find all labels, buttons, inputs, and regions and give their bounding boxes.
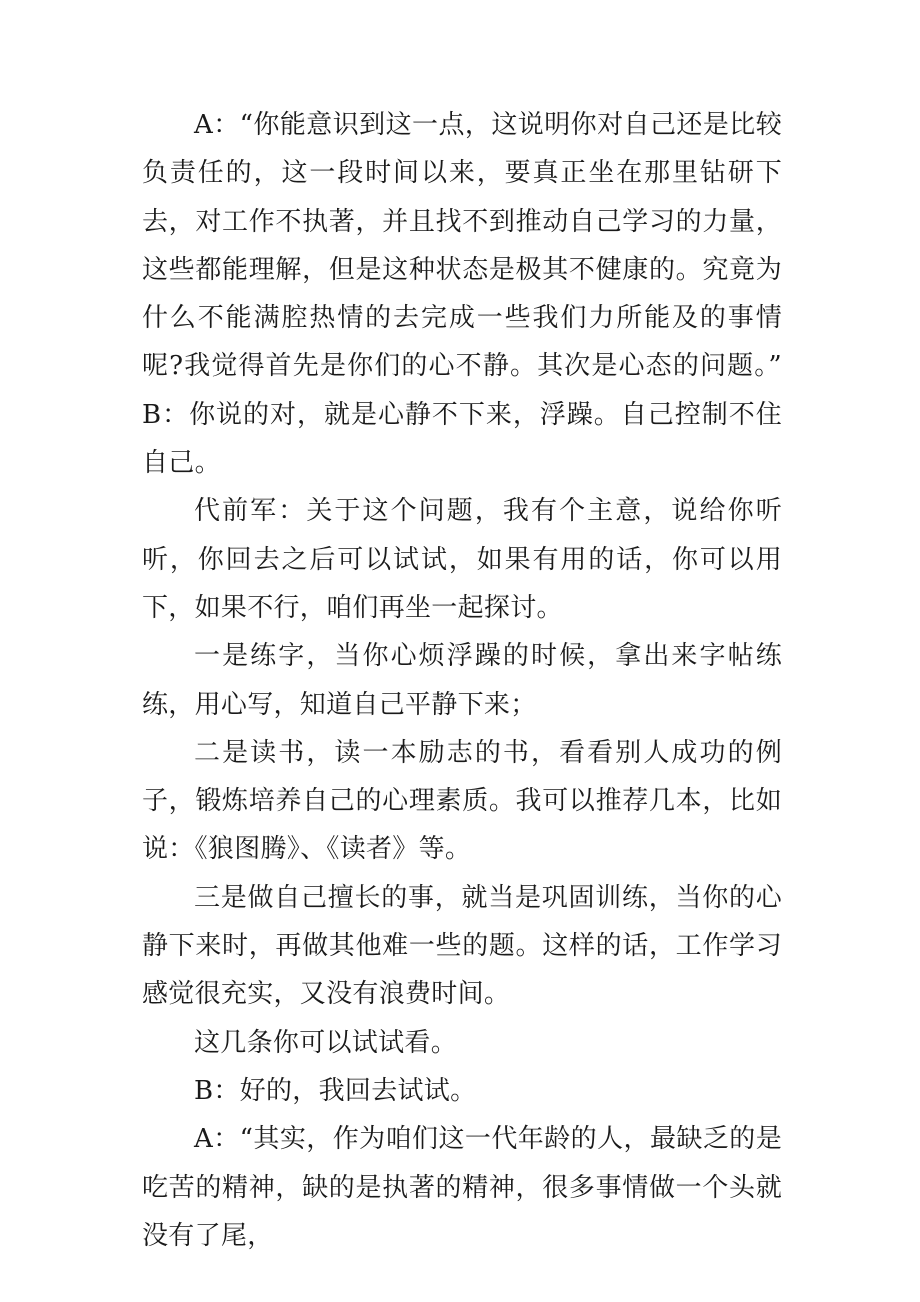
paragraph-reply-b: B：好的，我回去试试。 [194,1075,477,1106]
paragraph-tip-calligraphy: 一是练字，当你心烦浮躁的时候，拿出来字帖练练，用心写，知道自己平静下来； [142,641,782,720]
paragraph-response-a: A：“你能意识到这一点，这说明你对自己还是比较负责任的，这一段时间以来，要真正坐在那里钻研下去，对工作不执著，并且找不到推动自己学习的力量，这些都能理解，但是这种状态是极其不健康的。究竟为什么不能满腔热情的去完成一些我们力所能及的事情呢?我觉得首先是你们的心不静。其次是心态的问题。” B：你说的对，就是心静不下来，浮躁。自己控制不住自己。 [142,110,782,479]
paragraph-closing-a: A：“其实，作为咱们这一代年龄的人，最缺乏的是吃苦的精神，缺的是执著的精神，很多事情做一个头就没有了尾， [142,1124,782,1251]
paragraph-tip-reading: 二是读书，读一本励志的书，看看别人成功的例子，锻炼培养自己的心理素质。我可以推荐几本，比如说：《狼图腾》、《读者》等。 [142,737,782,865]
document-body [142,101,782,1260]
paragraph-tip-strengths: 三是做自己擅长的事，就当是巩固训练，当你的心静下来时，再做其他难一些的题。这样的话，工作学习感觉很充实，又没有浪费时间。 [142,882,782,1010]
paragraph-try-these: 这几条你可以试试看。 [194,1027,458,1058]
paragraph-suggestion-intro: 代前军：关于这个问题，我有个主意，说给你听听，你回去之后可以试试，如果有用的话，你可以用下，如果不行，咱们再坐一起探讨。 [142,496,782,623]
